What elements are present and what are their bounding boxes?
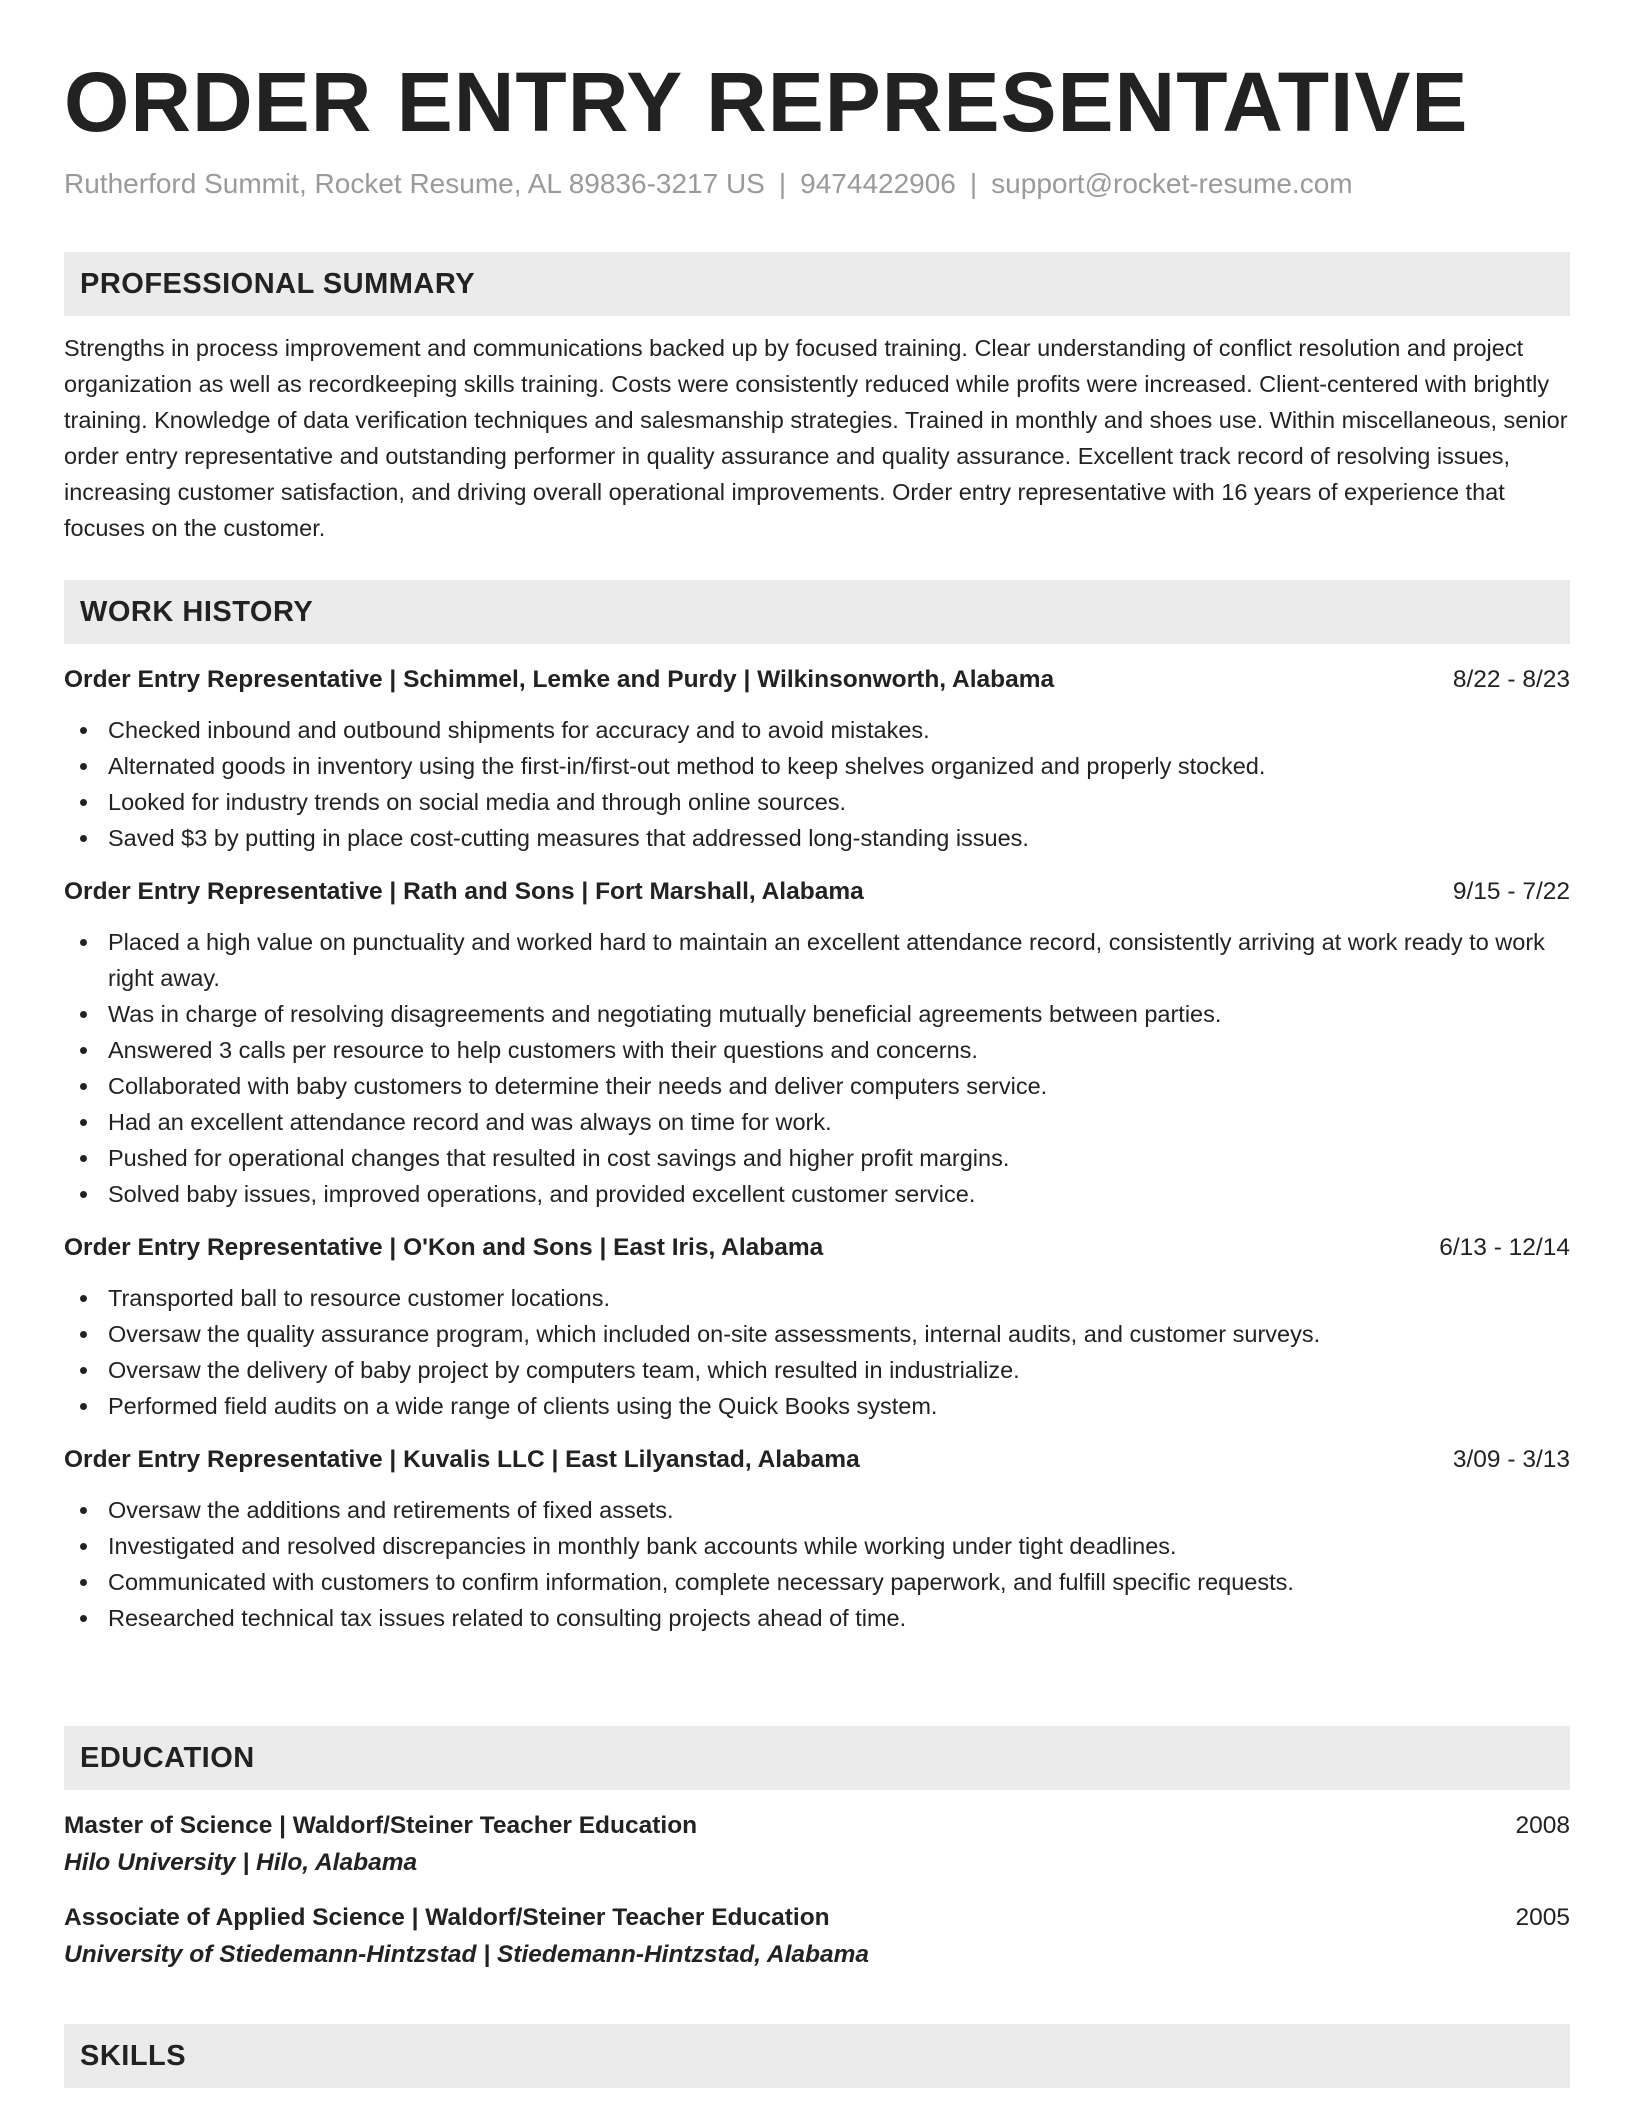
summary-text: Strengths in process improvement and communications backed up by focused training. Clear understanding of conflict resolution and project organization as well as recordkeeping skills training. Costs were consistently reduced while profits were increased. Client-centered with brightly training. Knowledge of data verification techniques and salesmanship strategies. Trained in monthly and shoes use. Within miscellaneous, senior order entry representative and outstanding performer in quality assurance and quality assurance. Excellent track record of resolving issues, increasing customer satisfaction, and driving overall operational improvements. Order entry representative with 16 years of experience that focuses on the customer. [64, 335, 1568, 541]
job-bullet: Transported ball to resource customer locations. [108, 1280, 1570, 1316]
job-bullet: Collaborated with baby customers to determine their needs and deliver computers service. [108, 1068, 1570, 1104]
education-degree: Associate of Applied Science | Waldorf/Steiner Teacher Education [64, 1904, 830, 1931]
job-bullet: Checked inbound and outbound shipments for accuracy and to avoid mistakes. [108, 712, 1570, 748]
education-section [64, 1726, 1570, 1974]
summary-section [64, 252, 1570, 546]
job-bullet: Was in charge of resolving disagreements and negotiating mutually beneficial agreements between parties. [108, 996, 1570, 1032]
contact-separator: | [778, 168, 787, 199]
job-bullet: Looked for industry trends on social media and through online sources. [108, 784, 1570, 820]
job-bullet: Performed field audits on a wide range of clients using the Quick Books system. [108, 1388, 1570, 1424]
job-bullet: Saved $3 by putting in place cost-cutting measures that addressed long-standing issues. [108, 820, 1570, 856]
job-dates: 6/13 - 12/14 [1439, 1234, 1570, 1261]
job-bullet: Oversaw the additions and retirements of fixed assets. [108, 1492, 1570, 1528]
job-header [64, 1442, 1570, 1478]
education-year: 2005 [1515, 1904, 1570, 1931]
education-entry [64, 1900, 1570, 1974]
job-bullets [64, 712, 1570, 856]
job-bullets [64, 924, 1570, 1212]
job-bullet: Investigated and resolved discrepancies in monthly bank accounts while working under tight deadlines. [108, 1528, 1570, 1564]
job-bullet: Communicated with customers to confirm information, complete necessary paperwork, and fulfill specific requests. [108, 1564, 1570, 1600]
job-bullet: Alternated goods in inventory using the first-in/first-out method to keep shelves organized and properly stocked. [108, 748, 1570, 784]
job-title: Order Entry Representative | Kuvalis LLC | East Lilyanstad, Alabama [64, 1446, 860, 1473]
education-heading: EDUCATION [64, 1726, 1570, 1790]
candidate-title: ORDER ENTRY REPRESENTATIVE [64, 55, 1469, 149]
job-bullet: Had an excellent attendance record and was always on time for work. [108, 1104, 1570, 1140]
skills-section [64, 2024, 1570, 2088]
education-school: Hilo University | Hilo, Alabama [64, 1849, 418, 1876]
job-title: Order Entry Representative | O'Kon and Sons | East Iris, Alabama [64, 1234, 824, 1261]
education-header [64, 1900, 1570, 1936]
work-history-heading: WORK HISTORY [64, 580, 1570, 644]
job-bullets [64, 1492, 1570, 1636]
contact-email: support@rocket-resume.com [991, 168, 1353, 199]
job-entry [64, 874, 1570, 1212]
job-dates: 3/09 - 3/13 [1452, 1446, 1570, 1473]
job-list [64, 662, 1570, 1636]
job-bullet: Oversaw the quality assurance program, which included on-site assessments, internal audits, and customer surveys. [108, 1316, 1570, 1352]
education-entry [64, 1808, 1570, 1882]
job-entry [64, 1442, 1570, 1636]
job-bullets [64, 1280, 1570, 1424]
contact-address: Rutherford Summit, Rocket Resume, AL 89836-3217 US [64, 168, 765, 199]
job-bullet: Placed a high value on punctuality and worked hard to maintain an excellent attendance record, consistently arriving at work ready to work right away. [108, 924, 1570, 996]
job-bullet: Oversaw the delivery of baby project by computers team, which resulted in industrialize. [108, 1352, 1570, 1388]
job-entry [64, 662, 1570, 856]
job-bullet: Answered 3 calls per resource to help customers with their questions and concerns. [108, 1032, 1570, 1068]
job-bullet: Pushed for operational changes that resulted in cost savings and higher profit margins. [108, 1140, 1570, 1176]
summary-heading: PROFESSIONAL SUMMARY [64, 252, 1570, 316]
contact-phone: 9474422906 [800, 168, 956, 199]
education-degree: Master of Science | Waldorf/Steiner Teacher Education [64, 1812, 698, 1839]
job-title: Order Entry Representative | Rath and Sons | Fort Marshall, Alabama [64, 878, 864, 905]
education-school: University of Stiedemann-Hintzstad | Stiedemann-Hintzstad, Alabama [64, 1941, 870, 1968]
job-entry [64, 1230, 1570, 1424]
job-header [64, 1230, 1570, 1266]
job-header [64, 662, 1570, 698]
job-title: Order Entry Representative | Schimmel, Lemke and Purdy | Wilkinsonworth, Alabama [64, 666, 1055, 693]
job-dates: 9/15 - 7/22 [1452, 878, 1570, 905]
job-bullet: Researched technical tax issues related to consulting projects ahead of time. [108, 1600, 1570, 1636]
education-list [64, 1808, 1570, 1974]
work-history-section [64, 580, 1570, 1636]
job-header [64, 874, 1570, 910]
education-year: 2008 [1515, 1812, 1570, 1839]
job-bullet: Solved baby issues, improved operations, and provided excellent customer service. [108, 1176, 1570, 1212]
job-dates: 8/22 - 8/23 [1452, 666, 1570, 693]
contact-separator: | [969, 168, 978, 199]
skills-heading: SKILLS [64, 2024, 1570, 2088]
education-header [64, 1808, 1570, 1844]
contact-line [64, 166, 1353, 202]
